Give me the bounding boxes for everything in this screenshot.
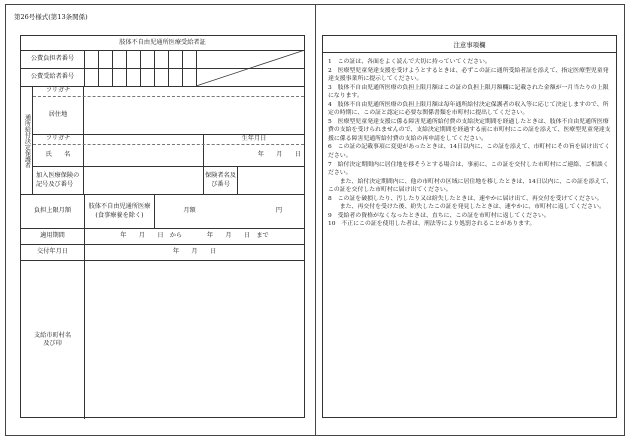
notes-title: 注意事項欄: [323, 36, 616, 53]
limit-row: [21, 194, 304, 228]
notes-list: [328, 58, 613, 229]
insurer-field[interactable]: [237, 167, 304, 194]
guardian-section-label: 通所給付決定保護者: [23, 113, 31, 168]
digit-box[interactable]: [126, 51, 140, 68]
insurance-label: 加入医療保険の記号及び番号: [36, 172, 80, 188]
issue-date-label: 交付年月日: [37, 248, 68, 256]
digit-box[interactable]: [140, 51, 154, 68]
form-label: 第26号様式(第13条関係): [14, 13, 88, 21]
address-field[interactable]: [83, 97, 304, 134]
recipient-number-label: 公費受給者番号: [30, 73, 75, 81]
limit-desc: 肢体不自由児通所医療(食事療養を除く): [84, 195, 154, 228]
furigana-label: フリガナ: [45, 135, 71, 143]
digit-box[interactable]: [168, 51, 182, 68]
digit-box[interactable]: [182, 51, 196, 68]
insurance-field[interactable]: [83, 167, 203, 194]
notes-panel: [322, 35, 617, 418]
insurer-label: 保険者名及び番号: [203, 167, 237, 194]
insurance-row: [33, 166, 304, 194]
note-item: 9 受給者の資格がなくなったときは、直ちに、この証を市町村に返してください。: [328, 212, 550, 219]
note-item: 7 給付決定期間内に居住地を移そうとする場合は、事前に、この証を交付した市町村にご連絡、ご相談ください。: [328, 161, 609, 177]
note-item: 6 この証の記載事項に変更があったときは、14日以内に、この証を添えて、市町村にその旨を届け出てください。: [328, 144, 611, 160]
digit-box[interactable]: [154, 51, 168, 68]
furigana-label: フリガナ: [45, 87, 71, 95]
digit-box[interactable]: [182, 69, 196, 86]
digit-box[interactable]: [126, 69, 140, 86]
certificate-title-row: [21, 36, 304, 50]
digit-box[interactable]: [84, 69, 98, 86]
digit-box[interactable]: [168, 69, 182, 86]
dob-field[interactable]: 年 月 日: [203, 145, 304, 166]
note-item: 1 この証は、各面をよく読んで大切に持っていてください。: [328, 59, 491, 65]
monthly-label: 月額: [154, 195, 224, 228]
municipality-field[interactable]: [84, 261, 304, 419]
dob-label: 生年月日: [203, 135, 304, 144]
issue-date-field[interactable]: 年 月 日: [84, 245, 304, 260]
period-label: 適用期間: [40, 232, 65, 240]
note-item: また、再交付を受けた後、紛失したこの証を発見したときは、速やかに、市町村に返してください。: [328, 204, 605, 211]
diagonal-strike: [196, 50, 305, 86]
note-item: 5 医療型児童発達支援に係る障害児通所給付費の支給決定期間を経過したときは、肢体不自由児通所医療費の支給を受けられませんので、支給決定期間を経過する前に市町村にこの証を添えて、医療型児童発達支援に係る障害児通所給付費の支給の再申請をしてください。: [328, 118, 611, 142]
municipality-row: [21, 260, 304, 419]
note-item: 8 この証を破損したり、汚したり又は紛失したときは、速やかに届け出て、再交付を受けてください。: [328, 195, 603, 202]
address-label: 居住地: [48, 111, 68, 119]
name-field[interactable]: [83, 145, 203, 166]
period-row: [21, 228, 304, 244]
name-label: 氏 名: [45, 151, 71, 159]
period-field[interactable]: 年 月 日 から 年 月 日 まで: [84, 229, 304, 244]
certificate-form: [20, 35, 305, 418]
note-item: 4 肢体不自由児通所医療の負担上限月額は毎年通所給付決定保護者の収入等に応じて決定しますので、所定の時期に、この証と認定に必要な関係書類を市町村に提出してください。: [328, 101, 609, 117]
issue-date-row: [21, 244, 304, 260]
name-furigana-field[interactable]: [83, 135, 203, 144]
digit-box[interactable]: [112, 51, 126, 68]
digit-box[interactable]: [154, 69, 168, 86]
note-item: 10 不正にこの証を使用した者は、刑法等により処罰されることがあります。: [328, 221, 536, 228]
municipality-label: 支給市町村名及び印: [33, 331, 72, 347]
digit-box[interactable]: [84, 51, 98, 68]
address-furigana-row: [33, 86, 304, 96]
page-divider: [315, 5, 316, 435]
digit-box[interactable]: [140, 69, 154, 86]
yen-label: 円: [275, 207, 282, 215]
digit-box[interactable]: [112, 69, 126, 86]
name-row: [33, 144, 304, 166]
note-item: また、給付決定期間内に、他の市町村の区域に居住地を移したときは、14日以内に、この証を添えて、この証を交付した市町村に届け出てください。: [328, 178, 613, 194]
address-furigana-field[interactable]: [83, 87, 304, 96]
note-item: 3 肢体不自由児通所医療の負担上限月額はこの証の負担上限月額欄に記載された金額が一月当たりの上限になります。: [328, 84, 609, 100]
note-item: 2 医療型児童発達支援を受けようとするときは、必ずこの証に通所受給者証を添えて、指定医療型児童発達支援事業所に提示してください。: [328, 67, 609, 83]
digit-box[interactable]: [98, 51, 112, 68]
address-row: [33, 96, 304, 134]
payer-number-label: 公費負担者番号: [30, 55, 75, 63]
digit-box[interactable]: [98, 69, 112, 86]
limit-label: 負担上限月額: [33, 207, 72, 215]
certificate-title: 肢体不自由児通所医療受給者証: [119, 38, 206, 46]
name-furigana-row: [33, 134, 304, 144]
guardian-section: [21, 86, 33, 194]
